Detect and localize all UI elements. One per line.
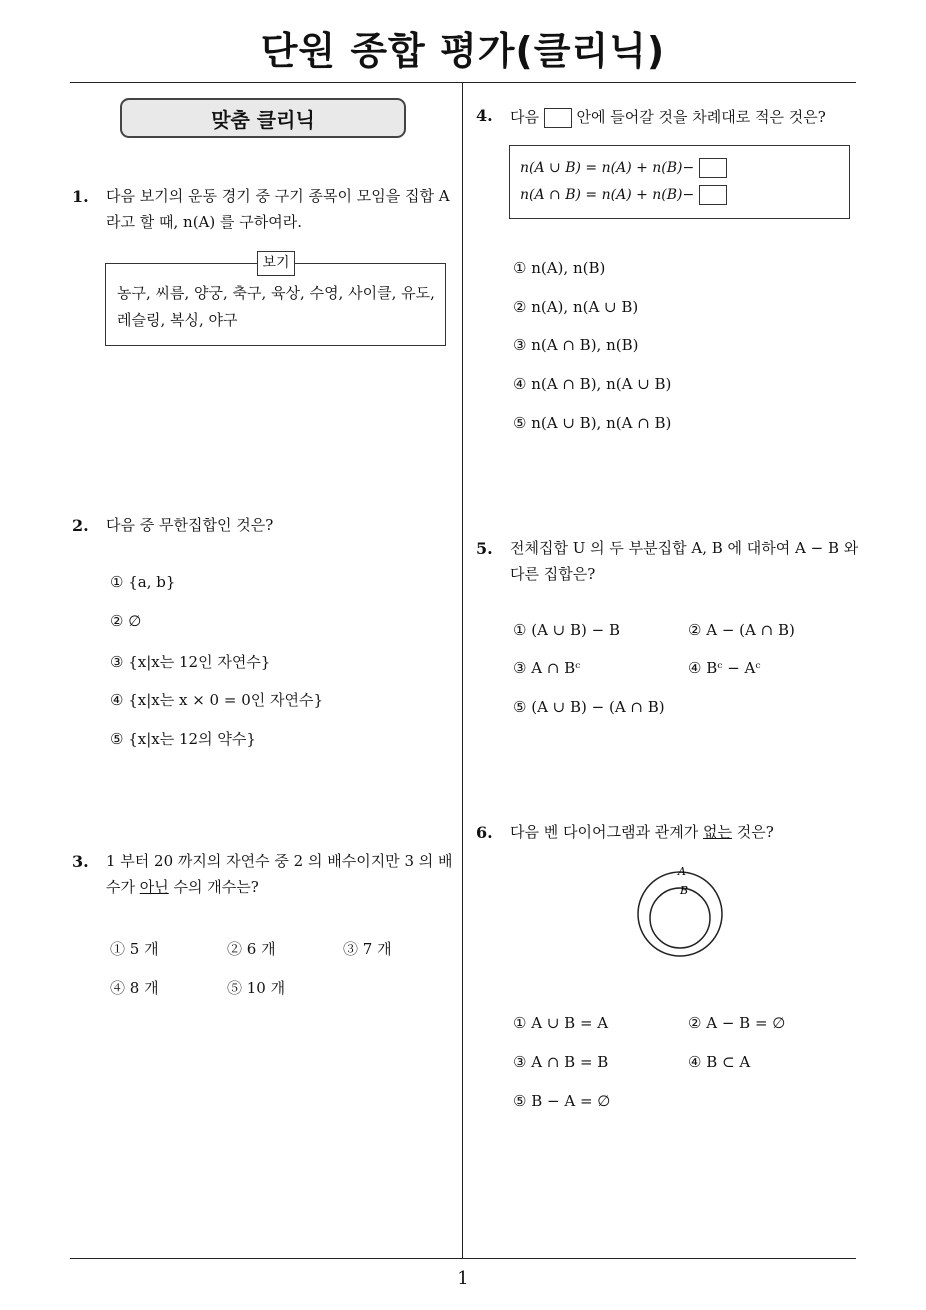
q4-text [510, 104, 826, 130]
q6-choice-3[interactable]: ③ A ∩ B = B [513, 1053, 609, 1071]
q4-formula-box [509, 145, 850, 219]
q4-text-pre: 다음 [510, 108, 539, 126]
q4-number: 4. [476, 106, 493, 125]
q1-text-line2: 라고 할 때, n(A) 를 구하여라. [106, 213, 302, 231]
q4-choice-1[interactable]: ① n(A), n(B) [513, 259, 606, 277]
q2-choice-2[interactable]: ② ∅ [110, 612, 142, 630]
page-number: 1 [457, 1268, 469, 1289]
q4-choice-3[interactable]: ③ n(A ∩ B), n(B) [513, 336, 639, 354]
q4-blank-box [544, 108, 572, 128]
q5-text-line1: 전체집합 U 의 두 부분집합 A, B 에 대하여 A − B 와 [510, 539, 859, 557]
q3-choice-4[interactable]: ④ 8 개 [110, 979, 159, 997]
q2-choice-5[interactable]: ⑤ {x|x는 12의 약수} [110, 730, 256, 748]
q5-number: 5. [476, 539, 493, 558]
column-divider [462, 83, 463, 1259]
q2-text: 다음 중 무한집합인 것은? [106, 516, 274, 534]
q6-text [510, 819, 774, 845]
q3-text-line1: 1 부터 20 까지의 자연수 중 2 의 배수이지만 3 의 배 [106, 852, 453, 870]
venn-label-b: B [679, 884, 689, 897]
footer-rule [70, 1258, 856, 1259]
q5-text-line2: 다른 집합은? [510, 565, 596, 583]
q6-choice-4[interactable]: ④ B ⊂ A [688, 1053, 751, 1071]
q3-text-pre: 수가 [106, 878, 140, 896]
q4-choice-2[interactable]: ② n(A), n(A ∪ B) [513, 298, 639, 316]
q1-example-content [117, 280, 437, 334]
q5-choice-5[interactable]: ⑤ (A ∪ B) − (A ∩ B) [513, 698, 665, 716]
q2-choice-4[interactable]: ④ {x|x는 x × 0 = 0인 자연수} [110, 691, 324, 709]
q4-choice-5[interactable]: ⑤ n(A ∪ B), n(A ∩ B) [513, 414, 672, 432]
q3-choice-1[interactable]: ① 5 개 [110, 940, 159, 958]
q3-text-emphasis: 아닌 [139, 878, 169, 896]
q3-choice-2[interactable]: ② 6 개 [227, 940, 276, 958]
q5-choice-2[interactable]: ② A − (A ∩ B) [688, 621, 795, 639]
q6-choice-2[interactable]: ② A − B = ∅ [688, 1014, 786, 1032]
q3-choice-5[interactable]: ⑤ 10 개 [227, 979, 286, 997]
q4-text-post: 안에 들어갈 것을 차례대로 적은 것은? [576, 108, 826, 126]
q5-choice-3[interactable]: ③ A ∩ Bᶜ [513, 659, 581, 677]
q6-choice-1[interactable]: ① A ∪ B = A [513, 1014, 609, 1032]
q6-number: 6. [476, 823, 493, 842]
q1-example-line1: 농구, 씨름, 양궁, 축구, 육상, 수영, 사이클, 유도, [117, 284, 435, 302]
q4-choice-4[interactable]: ④ n(A ∩ B), n(A ∪ B) [513, 375, 672, 393]
q3-text-line2 [106, 874, 259, 900]
venn-label-a: A [678, 865, 686, 878]
q1-example-label: 보기 [257, 251, 295, 276]
q6-text-pre: 다음 벤 다이어그램과 관계가 [510, 823, 703, 841]
q2-number: 2. [72, 516, 89, 535]
q1-example-line2: 레슬링, 복싱, 야구 [117, 311, 238, 329]
q6-choice-5[interactable]: ⑤ B − A = ∅ [513, 1092, 611, 1110]
q3-number: 3. [72, 852, 89, 871]
page-title: 단원 종합 평가(클리닉) [260, 29, 666, 73]
q5-choice-1[interactable]: ① (A ∪ B) − B [513, 621, 621, 639]
q5-choice-4[interactable]: ④ Bᶜ − Aᶜ [688, 659, 761, 677]
q1-text-line1: 다음 보기의 운동 경기 중 구기 종목이 모임을 집합 A [106, 187, 450, 205]
q4-formula-2-blank [699, 185, 727, 205]
venn-diagram [630, 860, 730, 960]
q3-text-post: 수의 개수는? [168, 878, 259, 896]
q6-text-post: 것은? [731, 823, 774, 841]
q4-formula-1: n(A ∪ B) = n(A) + n(B)− [520, 158, 727, 178]
venn-inner-circle [650, 888, 710, 948]
q4-formula-2: n(A ∩ B) = n(A) + n(B)− [520, 185, 727, 205]
q4-formula-1-blank [699, 158, 727, 178]
q3-choice-3[interactable]: ③ 7 개 [343, 940, 392, 958]
section-tag: 맞춤 클리닉 [120, 98, 406, 138]
q6-text-emphasis: 없는 [702, 823, 732, 841]
q2-choice-1[interactable]: ① {a, b} [110, 573, 176, 591]
header-rule [70, 82, 856, 83]
q2-choice-3[interactable]: ③ {x|x는 12인 자연수} [110, 653, 271, 671]
q1-number: 1. [72, 187, 89, 206]
